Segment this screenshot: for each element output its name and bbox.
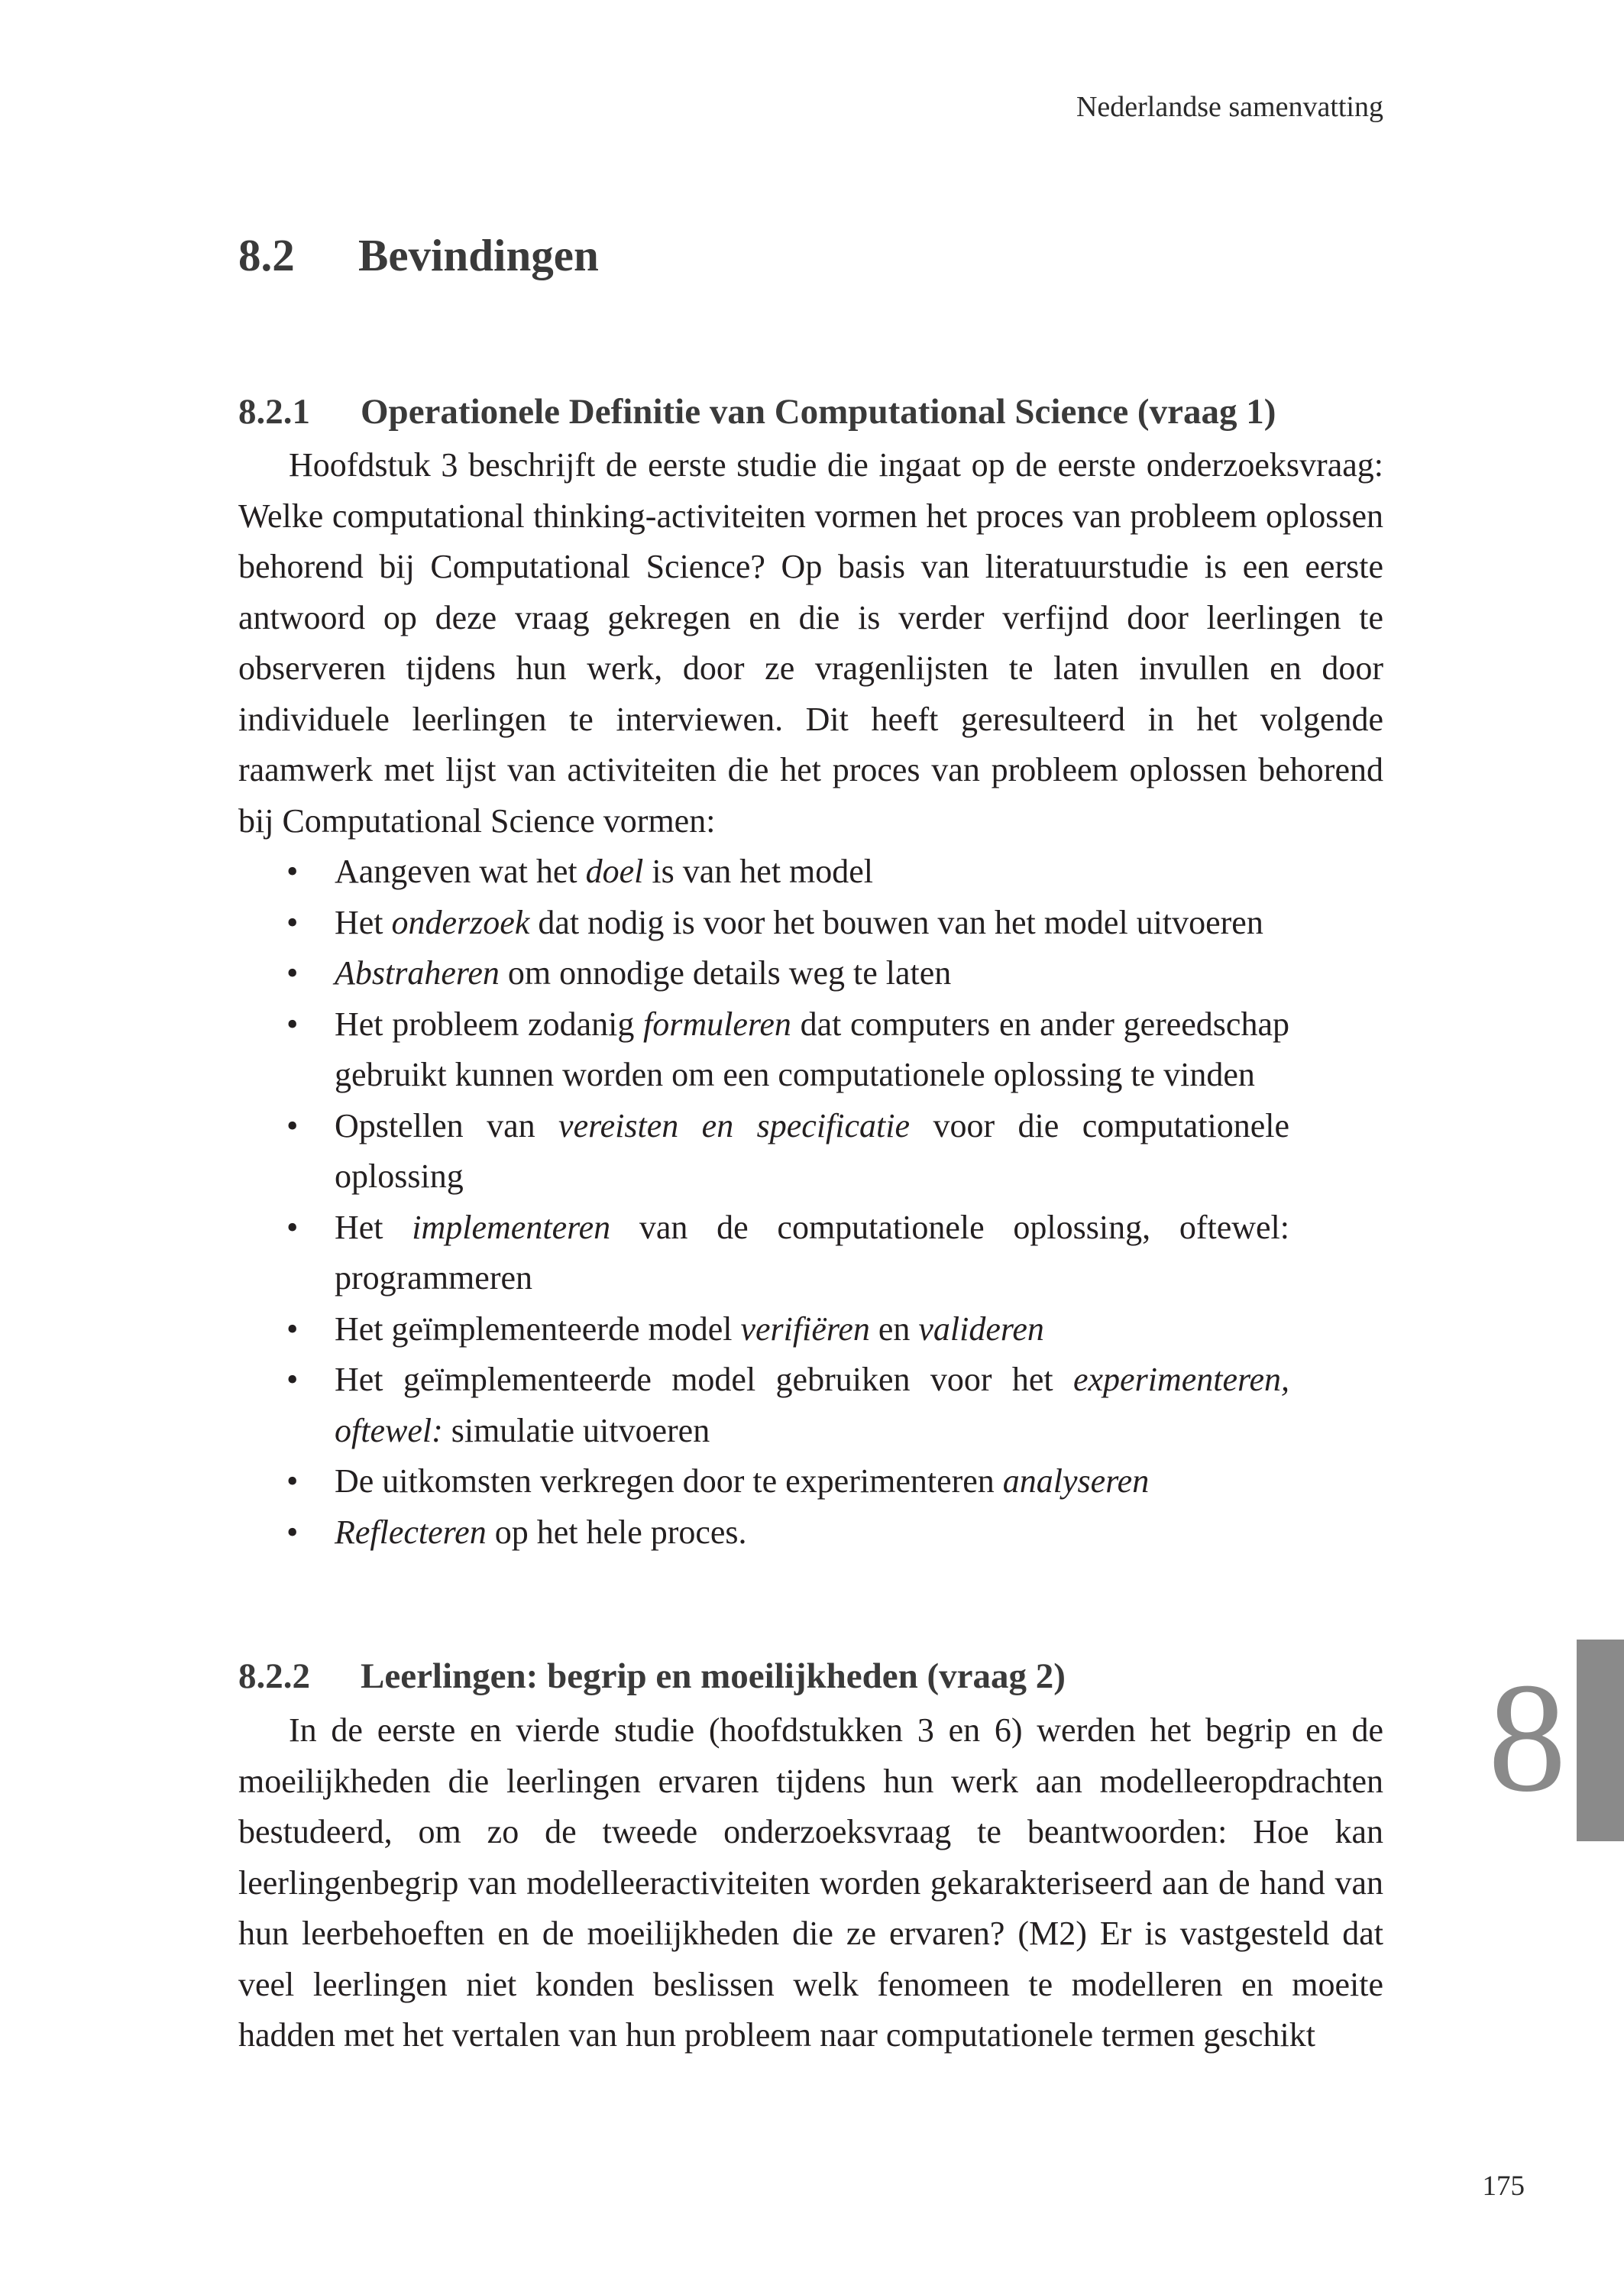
bullet-text: op het hele proces. [486, 1513, 747, 1551]
bullet-text: om onnodige details weg te laten [499, 954, 952, 992]
bullet-emphasis: valideren [918, 1309, 1044, 1348]
bullet-text: en [869, 1309, 919, 1348]
subsection-number-2: 8.2.2 [238, 1656, 310, 1696]
bullet-text: dat computers en ander gereedschap gebruikt kunnen worden om een computationele oplossing te vinden [335, 1005, 1289, 1093]
subsection-heading-2 [238, 1656, 1066, 1697]
bullet-text: Opstellen van [335, 1106, 559, 1144]
bullet-text: De uitkomsten verkregen door te experimenteren [335, 1462, 1003, 1500]
bullet-dot: • [286, 1462, 299, 1500]
bullet-dot: • [286, 1005, 299, 1043]
bullet-emphasis: implementeren [412, 1208, 611, 1246]
bullet-emphasis: analyseren [1002, 1462, 1150, 1500]
subsection-paragraph-1: Hoofdstuk 3 beschrijft de eerste studie die ingaat op de eerste onderzoeksvraag: Welke computational thinking-activiteiten vormen het proces van probleem oplossen behorend bij Computational Science? Op basis van literatuurstudie is een eerste antwoord op deze vraag gekregen en die is verder verfijnd door leerlingen te observeren tijdens hun werk, door ze vragenlijsten te laten invullen en door individuele leerlingen te interviewen. Dit heeft geresulteerd in het volgende raamwerk met lijst van activiteiten die het proces van probleem oplossen behorend bij Computational Science vormen: [238, 446, 1383, 840]
list-item [238, 847, 1289, 898]
bullet-emphasis: doel [585, 853, 644, 890]
bullet-emphasis: verifiëren [740, 1309, 870, 1348]
list-item [238, 1304, 1289, 1355]
bullet-dot: • [286, 1208, 299, 1246]
bullet-text: Aangeven wat het [335, 853, 586, 890]
bullet-text: voor die computationele oplossing [335, 1106, 1289, 1195]
bullet-emphasis: experimenteren, oftewel: [335, 1361, 1289, 1449]
bullet-dot: • [286, 1106, 299, 1144]
bullet-text: Het geïmplementeerde model gebruiken voor het [335, 1361, 1073, 1398]
bullet-text: Het geïmplementeerde model [335, 1309, 741, 1348]
subsection-heading-1 [238, 391, 1276, 432]
list-item [238, 1456, 1289, 1507]
page-number: 175 [1482, 2171, 1525, 2202]
activity-bullet-list [238, 847, 1289, 1558]
list-item [238, 1101, 1289, 1203]
bullet-text: van de computationele oplossing, oftewel: programmeren [335, 1208, 1290, 1297]
bullet-text: is van het model [643, 853, 874, 890]
subsection-paragraph-2: In de eerste en vierde studie (hoofdstukken 3 en 6) werden het begrip en de moeilijkheden die leerlingen ervaren tijdens hun werk aan modelleeropdrachten bestudeerd, om zo de tweede onderzoeksvraag te beantwoorden: Hoe kan leerlingenbegrip van modelleeractiviteiten worden gekarakteriseerd aan de hand van hun leerbehoeften en de moeilijkheden die ze ervaren? (M2) Er is vastgesteld dat veel leerlingen niet konden beslissen welk fenomeen te modelleren en moeite hadden met het vertalen van hun probleem naar computationele termen geschikt [238, 1711, 1383, 2054]
list-item [238, 898, 1289, 949]
list-item [238, 1355, 1289, 1456]
bullet-text: Het [335, 903, 392, 941]
bullet-emphasis: Reflecteren [335, 1513, 487, 1551]
bullet-dot: • [286, 1513, 299, 1551]
section-title: Bevindingen [358, 230, 599, 280]
list-item [238, 1507, 1289, 1559]
section-number: 8.2 [238, 230, 295, 280]
list-item [238, 999, 1289, 1101]
bullet-emphasis: formuleren [643, 1005, 791, 1043]
bullet-dot: • [286, 954, 299, 992]
running-head: Nederlandse samenvatting [1076, 91, 1383, 123]
bullet-dot: • [286, 1361, 299, 1398]
bullet-dot: • [286, 1309, 299, 1348]
section-heading [238, 229, 599, 282]
bullet-text: dat nodig is voor het bouwen van het model uitvoeren [529, 903, 1263, 941]
subsection-title-2: Leerlingen: begrip en moeilijkheden (vraag 2) [361, 1656, 1066, 1696]
bullet-emphasis: onderzoek [391, 903, 530, 941]
bullet-dot: • [286, 903, 299, 941]
list-item [238, 948, 1289, 999]
bullet-emphasis: vereisten en specificatie [558, 1106, 911, 1144]
chapter-number: 8 [1488, 1651, 1567, 1824]
list-item [238, 1203, 1289, 1304]
subsection-title-1: Operationele Definitie van Computational Science (vraag 1) [361, 392, 1276, 432]
bullet-text: Het probleem zodanig [335, 1005, 643, 1043]
bullet-text: simulatie uitvoeren [442, 1411, 710, 1449]
subsection-number-1: 8.2.1 [238, 392, 310, 432]
bullet-text: Het [335, 1208, 412, 1246]
chapter-tab [1577, 1640, 1624, 1841]
bullet-emphasis: Abstraheren [335, 954, 500, 992]
bullet-dot: • [286, 853, 299, 890]
